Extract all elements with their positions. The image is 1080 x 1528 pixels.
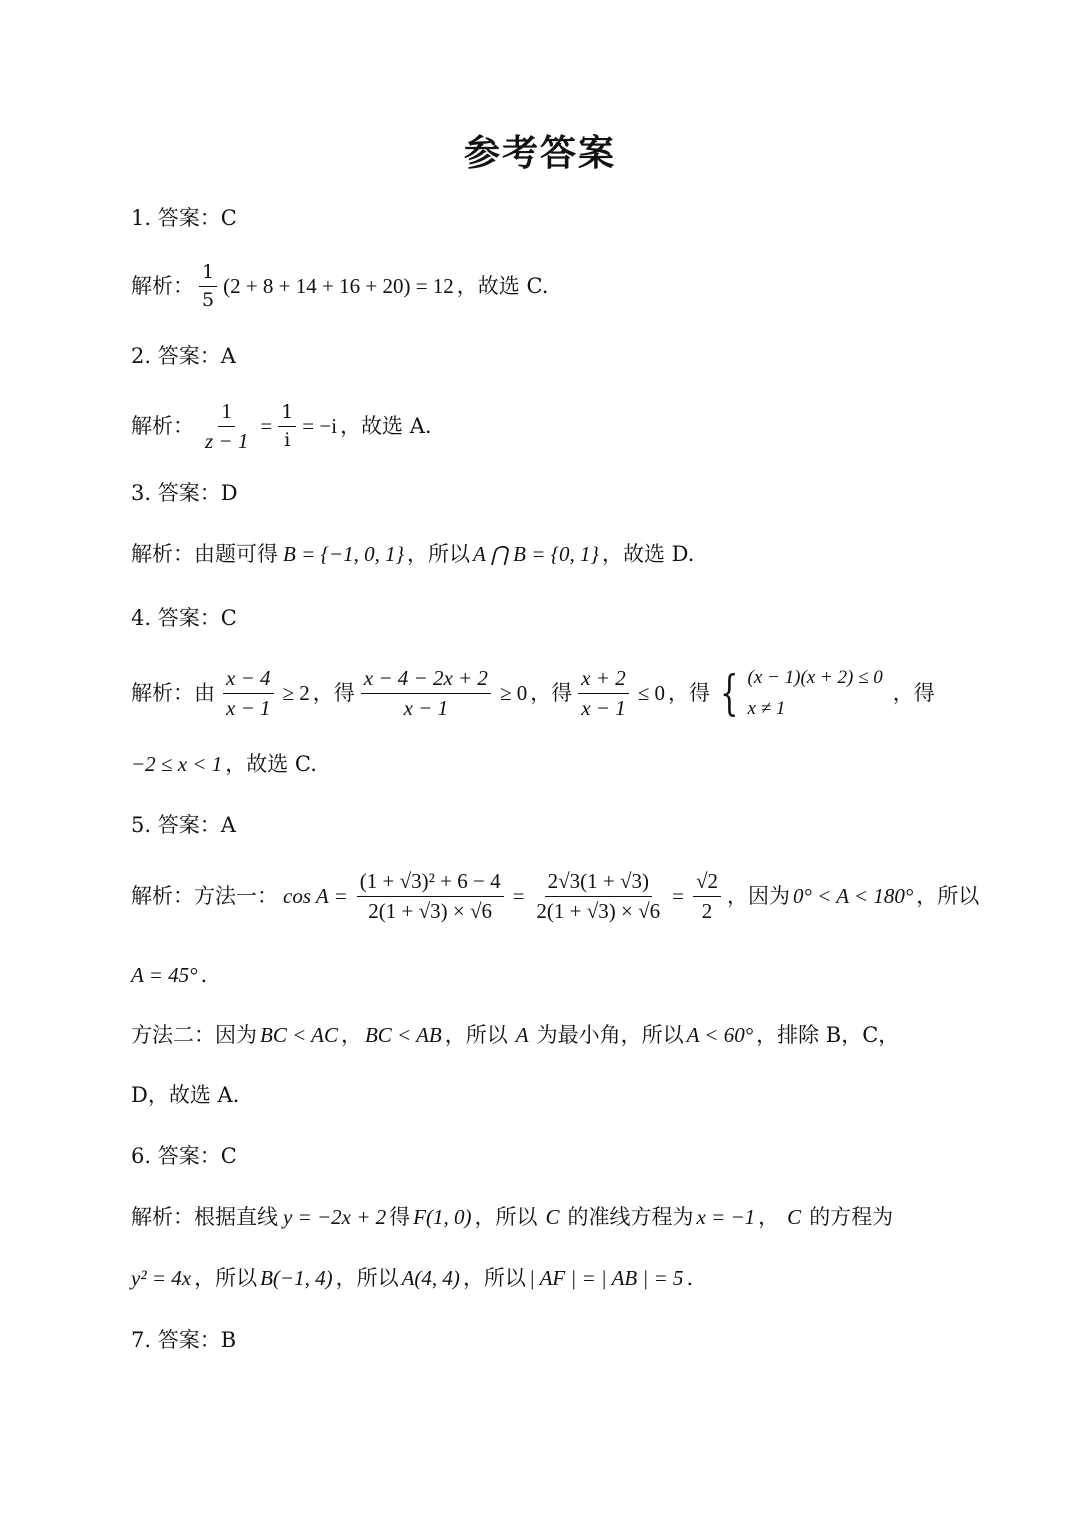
solution-2: 解析： $\frac{1}{z - 1}$ = $\frac{1}{i}$ = −i ，故选 A.: [131, 399, 432, 454]
fraction: $\frac{1}{5}$: [199, 262, 217, 311]
fraction: $\frac{1}{i}$: [278, 402, 296, 451]
fraction: $\frac{√2}{2}$: [690, 870, 724, 923]
solution-5-cont: A = 45° .: [131, 963, 208, 987]
solution-1: 解析： $\frac{1}{5}$ (2 + 8 + 14 + 16 + 20) = 12 ，故选 C.: [131, 261, 549, 311]
answer-4: 4. 答案：C: [131, 606, 237, 630]
answer-3: 3. 答案：D: [131, 481, 238, 505]
answer-6: 6. 答案：C: [131, 1144, 237, 1168]
solution-3: 解析：由题可得 B = {−1, 0, 1} ，所以 A ⋂ B = {0, 1} ，故选 D.: [131, 542, 695, 566]
equation-system: { (x − 1)(x + 2) ≤ 0 x ≠ 1: [720, 665, 883, 722]
page-title: 参考答案: [463, 133, 616, 174]
solution-4: 解析：由 $\frac{x - 4}{x - 1}$ ≥ 2 ，得 $\frac{x - 4 - 2x + 2}{x - 1}$ ≥ 0 ，得 $\frac{x + 2}{x - 1}$ ≤ 0 ，得 { (x − 1)(x + 2) ≤ 0 x ≠ 1 ，得: [131, 662, 935, 725]
solution-5-method2-cont: D，故选 A.: [131, 1083, 240, 1107]
answer-1: 1. 答案：C: [131, 206, 237, 230]
answer-2: 2. 答案：A: [131, 344, 236, 368]
solution-5: 解析：方法一： cos A = $\frac{\text{(1 + √3)² + 6 − 4}}{2(1 + √3) \times √6}$ = $\frac{2√3(1 + √3)}{2(1 + √3) \times √6}$ = $\frac{√2}{2}$ ，因为 0° < A < 180° ，所以: [131, 869, 980, 924]
answer-5: 5. 答案：A: [131, 813, 236, 837]
solution-5-method2: 方法二：因为 BC < AC ， BC < AB ，所以 A 为最小角，所以 A < 60° ，排除 B，C，: [131, 1023, 900, 1047]
answer-7: 7. 答案：B: [131, 1328, 237, 1352]
fraction: $\frac{1}{z - 1}$: [205, 399, 249, 454]
solution-6: 解析：根据直线 y = −2x + 2 得 F(1, 0) ，所以 C 的准线方程为 x = −1 ， C 的方程为: [131, 1205, 894, 1229]
solution-4-cont: −2 ≤ x < 1 ，故选 C.: [131, 752, 317, 776]
brace-symbol: {: [720, 665, 739, 722]
fraction: $\frac{x - 4}{x - 1}$: [220, 667, 277, 720]
fraction: $\frac{x - 4 - 2x + 2}{x - 1}$: [358, 667, 494, 720]
solution-6-cont: y² = 4x ，所以 B(−1, 4) ，所以 A(4, 4) ，所以 | AF | = | AB | = 5 .: [131, 1266, 694, 1290]
fraction: $\frac{2√3(1 + √3)}{2(1 + √3) \times √6}$: [536, 869, 661, 924]
fraction: $\frac{\text{(1 + √3)² + 6 − 4}}{2(1 + √3) \times √6}$: [354, 870, 507, 923]
fraction: $\frac{x + 2}{x - 1}$: [575, 667, 632, 720]
